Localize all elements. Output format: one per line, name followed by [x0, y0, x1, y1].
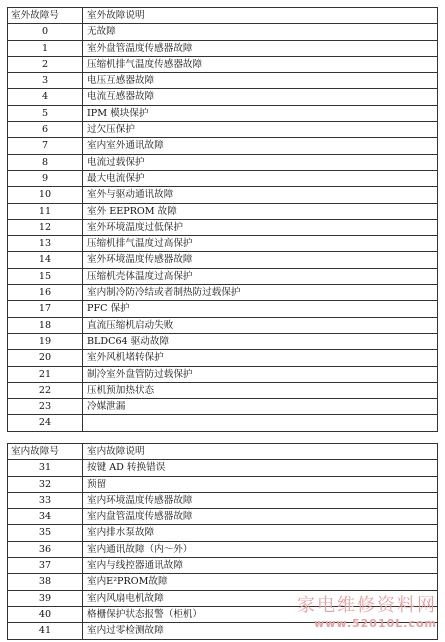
fault-description: 预留 — [83, 476, 438, 492]
fault-code: 5 — [8, 105, 83, 121]
outdoor-fault-row — [8, 415, 438, 431]
fault-description: 室内过零检测故障 — [83, 623, 438, 639]
fault-code: 21 — [8, 366, 83, 382]
fault-description: 室外环境温度传感器故障 — [83, 252, 438, 268]
fault-code: 33 — [8, 492, 83, 508]
fault-code: 40 — [8, 606, 83, 622]
fault-code: 13 — [8, 236, 83, 252]
fault-code: 4 — [8, 89, 83, 105]
fault-code: 22 — [8, 382, 83, 398]
fault-description: 过欠压保护 — [83, 122, 438, 138]
fault-description: 无故障 — [83, 24, 438, 40]
indoor-fault-row — [8, 492, 438, 508]
fault-code: 7 — [8, 138, 83, 154]
outdoor-fault-row — [8, 333, 438, 349]
fault-description — [83, 415, 438, 431]
outdoor-fault-table-body — [8, 8, 438, 432]
outdoor-desc-header: 室外故障说明 — [83, 8, 438, 24]
fault-description: 室内室外通讯故障 — [83, 138, 438, 154]
fault-code: 20 — [8, 350, 83, 366]
fault-code: 14 — [8, 252, 83, 268]
fault-description: 压缩机壳体温度过高保护 — [83, 268, 438, 284]
fault-description: 直流压缩机启动失败 — [83, 317, 438, 333]
fault-description: 压机预加热状态 — [83, 382, 438, 398]
outdoor-fault-row — [8, 301, 438, 317]
fault-description: PFC 保护 — [83, 301, 438, 317]
fault-description: 室内盘管温度传感器故障 — [83, 509, 438, 525]
watermark-url: www.52010L.com — [314, 617, 437, 630]
fault-code: 10 — [8, 187, 83, 203]
fault-code: 18 — [8, 317, 83, 333]
fault-code: 38 — [8, 574, 83, 590]
fault-description: 室外风机堵转保护 — [83, 350, 438, 366]
outdoor-fault-row — [8, 40, 438, 56]
fault-description: 室内排水泵故障 — [83, 525, 438, 541]
fault-code: 16 — [8, 285, 83, 301]
fault-description: 室外盘管温度传感器故障 — [83, 40, 438, 56]
outdoor-fault-row — [8, 56, 438, 72]
outdoor-fault-row — [8, 317, 438, 333]
outdoor-fault-row — [8, 154, 438, 170]
fault-description: 电流互感器故障 — [83, 89, 438, 105]
watermark-title: 家电维修资料网 — [297, 595, 437, 616]
fault-code: 12 — [8, 219, 83, 235]
fault-description: 室外环境温度过低保护 — [83, 219, 438, 235]
outdoor-fault-row — [8, 170, 438, 186]
outdoor-fault-row — [8, 366, 438, 382]
fault-code: 36 — [8, 541, 83, 557]
fault-description: 室内风扇电机故障 — [83, 590, 438, 606]
outdoor-header-row — [8, 8, 438, 24]
outdoor-fault-row — [8, 219, 438, 235]
fault-code: 2 — [8, 56, 83, 72]
fault-code: 17 — [8, 301, 83, 317]
fault-description: IPM 模块保护 — [83, 105, 438, 121]
indoor-fault-row — [8, 558, 438, 574]
outdoor-fault-row — [8, 89, 438, 105]
outdoor-fault-row — [8, 73, 438, 89]
indoor-desc-header: 室内故障说明 — [83, 444, 438, 460]
indoor-header-row — [8, 444, 438, 460]
fault-description: 电压互感器故障 — [83, 73, 438, 89]
fault-code: 39 — [8, 590, 83, 606]
fault-code: 9 — [8, 170, 83, 186]
fault-code: 19 — [8, 333, 83, 349]
fault-description: 制冷室外盘管防过载保护 — [83, 366, 438, 382]
outdoor-fault-row — [8, 252, 438, 268]
fault-description: 室内制冷防冷结或者制热防过载保护 — [83, 285, 438, 301]
fault-code: 41 — [8, 623, 83, 639]
fault-code: 8 — [8, 154, 83, 170]
fault-code: 37 — [8, 558, 83, 574]
fault-code: 6 — [8, 122, 83, 138]
fault-code: 34 — [8, 509, 83, 525]
fault-description: 室外与驱动通讯故障 — [83, 187, 438, 203]
outdoor-fault-row — [8, 138, 438, 154]
fault-code: 35 — [8, 525, 83, 541]
fault-code: 11 — [8, 203, 83, 219]
outdoor-fault-row — [8, 236, 438, 252]
outdoor-fault-row — [8, 24, 438, 40]
fault-description: 冷媒泄漏 — [83, 399, 438, 415]
fault-code: 23 — [8, 399, 83, 415]
outdoor-fault-row — [8, 268, 438, 284]
indoor-fault-row — [8, 509, 438, 525]
fault-description: 室内环境温度传感器故障 — [83, 492, 438, 508]
indoor-fault-row — [8, 541, 438, 557]
fault-description: 电流过载保护 — [83, 154, 438, 170]
outdoor-fault-row — [8, 285, 438, 301]
indoor-fault-row — [8, 525, 438, 541]
fault-description: 最大电流保护 — [83, 170, 438, 186]
fault-description: 室内E²PROM故障 — [83, 574, 438, 590]
outdoor-fault-row — [8, 105, 438, 121]
fault-description: 格栅保护状态报警（柜机） — [83, 606, 438, 622]
fault-code: 0 — [8, 24, 83, 40]
fault-description: BLDC64 驱动故障 — [83, 333, 438, 349]
fault-code: 3 — [8, 73, 83, 89]
indoor-fault-row — [8, 460, 438, 476]
fault-description: 按键 AD 转换错误 — [83, 460, 438, 476]
indoor-fault-row — [8, 590, 438, 606]
fault-code: 32 — [8, 476, 83, 492]
indoor-fault-row — [8, 574, 438, 590]
fault-code: 24 — [8, 415, 83, 431]
fault-code: 15 — [8, 268, 83, 284]
indoor-code-header: 室内故障号 — [8, 444, 83, 460]
outdoor-fault-row — [8, 399, 438, 415]
outdoor-fault-row — [8, 203, 438, 219]
indoor-fault-table-body — [8, 444, 438, 640]
fault-code: 31 — [8, 460, 83, 476]
outdoor-fault-row — [8, 350, 438, 366]
fault-description: 室内通讯故障（内～外） — [83, 541, 438, 557]
fault-description: 压缩机排气温度传感器故障 — [83, 56, 438, 72]
indoor-fault-row — [8, 623, 438, 639]
fault-code: 1 — [8, 40, 83, 56]
fault-description: 室外 EEPROM 故障 — [83, 203, 438, 219]
indoor-fault-row — [8, 476, 438, 492]
fault-description: 压缩机排气温度过高保护 — [83, 236, 438, 252]
fault-description: 室内与线控器通讯故障 — [83, 558, 438, 574]
outdoor-fault-row — [8, 187, 438, 203]
outdoor-fault-row — [8, 122, 438, 138]
indoor-fault-table — [7, 443, 438, 640]
indoor-fault-row — [8, 606, 438, 622]
outdoor-code-header: 室外故障号 — [8, 8, 83, 24]
outdoor-fault-table — [7, 7, 438, 432]
outdoor-fault-row — [8, 382, 438, 398]
